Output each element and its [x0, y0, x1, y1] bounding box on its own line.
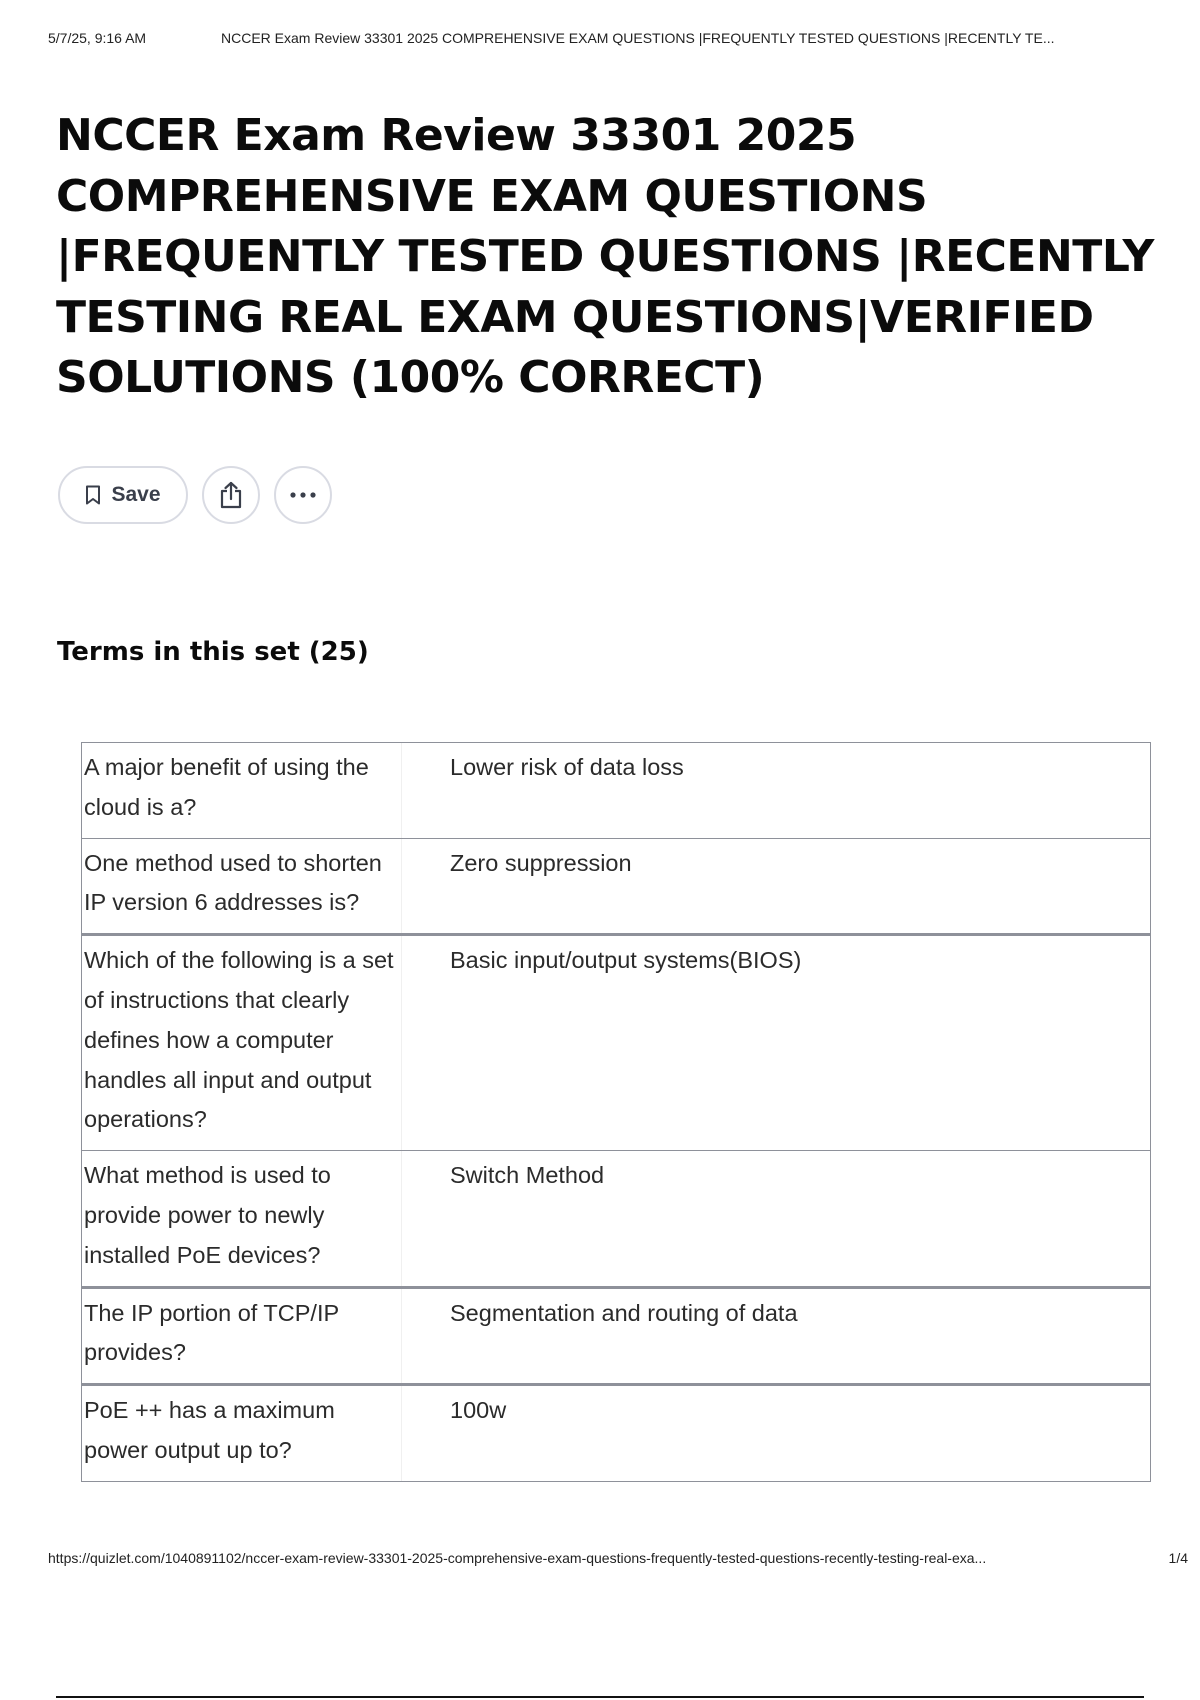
term-answer: Lower risk of data loss	[450, 754, 684, 780]
term-question: One method used to shorten IP version 6 addresses is?	[82, 839, 402, 934]
more-options-button[interactable]	[274, 466, 332, 524]
term-row	[82, 839, 1150, 937]
print-footer	[48, 1550, 1188, 1570]
term-row	[82, 1289, 1150, 1387]
terms-heading: Terms in this set (25)	[57, 637, 369, 667]
term-question: The IP portion of TCP/IP provides?	[82, 1289, 402, 1384]
term-answer: Switch Method	[450, 1162, 605, 1189]
term-row	[82, 743, 1150, 839]
term-row	[82, 1386, 1150, 1482]
term-row	[82, 1151, 1150, 1288]
page-title: NCCER Exam Review 33301 2025 COMPREHENSIVE EXAM QUESTIONS |FREQUENTLY TESTED QUESTIONS |RECENTLY TESTING REAL EXAM QUESTIONS|VERIFIED SOLUTIONS (100% CORRECT)	[56, 110, 1154, 403]
term-answer: Zero suppression	[450, 849, 632, 876]
term-answer: Basic input/output systems(BIOS)	[450, 947, 802, 974]
save-button[interactable]	[58, 466, 188, 524]
term-question: What method is used to provide power to newly installed PoE devices?	[82, 1151, 402, 1285]
divider	[56, 1696, 1144, 1698]
term-question: PoE ++ has a maximum power output up to?	[82, 1386, 402, 1481]
bookmark-icon	[85, 485, 101, 505]
term-question: A major benefit of using the cloud is a?	[82, 743, 402, 838]
print-document-title: NCCER Exam Review 33301 2025 COMPREHENSIVE EXAM QUESTIONS |FREQUENTLY TESTED QUESTIONS |RECENTLY TE...	[221, 30, 1055, 46]
more-horizontal-icon	[289, 491, 317, 499]
term-answer: 100w	[450, 1397, 507, 1424]
print-page-number: 1/4	[1168, 1550, 1188, 1566]
share-button[interactable]	[202, 466, 260, 524]
print-url: https://quizlet.com/1040891102/nccer-exam-review-33301-2025-comprehensive-exam-questions-frequently-tested-questions-recently-testing-real-exa...	[48, 1550, 987, 1566]
action-bar	[58, 465, 332, 525]
term-row	[82, 936, 1150, 1151]
share-icon	[218, 481, 244, 509]
term-question: Which of the following is a set of instructions that clearly defines how a computer handles all input and output operations?	[82, 936, 402, 1150]
term-answer: Segmentation and routing of data	[450, 1299, 798, 1326]
terms-list	[81, 742, 1151, 1482]
print-timestamp: 5/7/25, 9:16 AM	[48, 30, 147, 46]
print-header	[48, 30, 1188, 50]
save-button-label: Save	[111, 483, 161, 506]
